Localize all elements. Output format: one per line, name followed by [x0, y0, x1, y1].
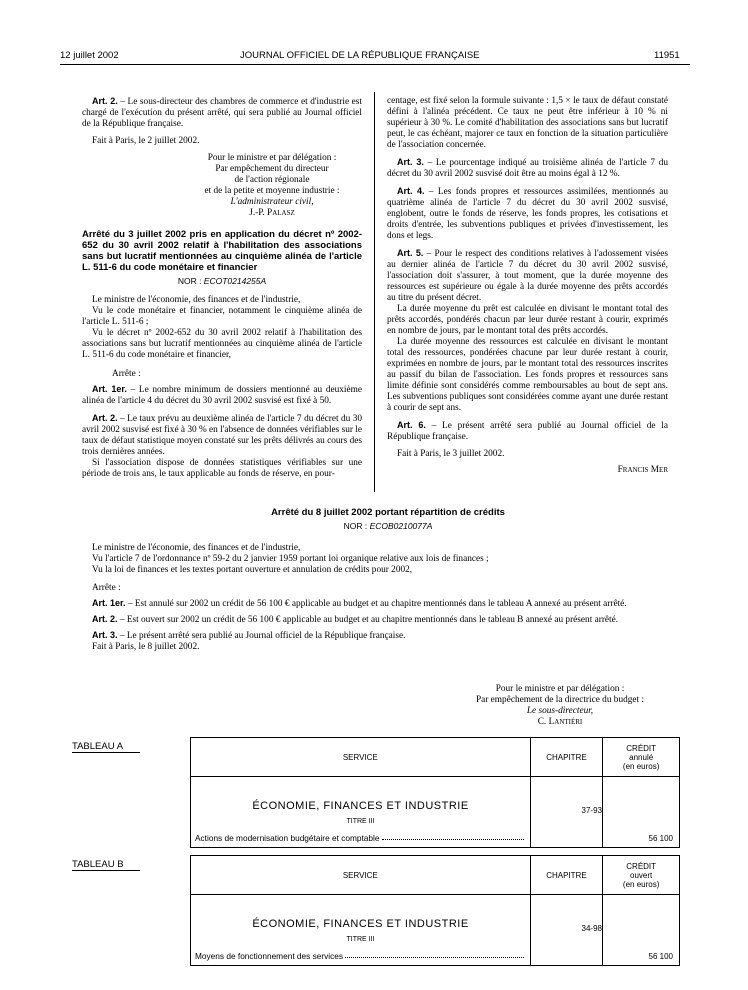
article-6-paragraph — [387, 420, 668, 443]
article-text: – Le présent arrêté sera publié au Journal officiel de la République française. — [387, 421, 668, 442]
signature-name: J.-P. Palasz — [249, 208, 295, 218]
service-cell — [191, 895, 531, 965]
column-header-chapitre: CHAPITRE — [531, 738, 604, 776]
fait-a-paris: Fait à Paris, le 3 juillet 2002. — [397, 449, 505, 459]
article-text: – Le pourcentage indiqué au troisième alinéa de l'article 7 du décret du 30 avril 2002 susvisé doit être au moins égal à 12 %. — [387, 158, 668, 179]
credit-header-line: (en euros) — [622, 879, 660, 889]
signature-block — [182, 153, 362, 219]
article-number: Art. 3. — [397, 157, 424, 167]
paragraph: La durée moyenne du prêt est calculée en divisant le montant total des prêts accordés, pondérés chacun par leur durée restant à courir, exprimés en nombre de jours, par le montant total des prêts accordés. — [387, 304, 668, 336]
titre-label: TITRE III — [346, 818, 375, 825]
header-rule — [60, 64, 690, 65]
nor-code: ECOT0214255A — [203, 276, 267, 286]
decree-title: Arrêté du 3 juillet 2002 pris en application du décret nº 2002-652 du 30 avril 2002 relatif à l'habilitation des associations sans but lucratif mentionnées au cinquième alinéa de l'article L. 511-6 du code monétaire et financier — [82, 229, 362, 273]
credit-header-line: (en euros) — [622, 761, 660, 771]
credit-header-line: annulé — [629, 752, 654, 762]
column-header-credit — [603, 856, 679, 894]
signature-name: C. Lantiéri — [537, 717, 583, 727]
article-text: – Pour le respect des conditions relatives à l'adossement visées au dernier alinéa de l'article 7 du décret du 30 avril 2002 susvisé, l'association doit s'assurer, à tout moment, que la durée moyenne des ressources est supérieure ou égale à la durée moyenne des prêts accordés au titre du présent décret. — [387, 249, 668, 303]
decree2-body — [82, 543, 694, 653]
signature-line: Le sous-directeur, — [526, 706, 594, 716]
paragraph: Le ministre de l'économie, des finances et de l'industrie, — [92, 295, 301, 305]
dot-leader — [345, 951, 524, 958]
header-page-number: 11951 — [654, 50, 680, 61]
article-number: Art. 2. — [92, 614, 118, 624]
signature-line: Pour le ministre et par délégation : — [495, 684, 625, 694]
signature-line: de l'action régionale — [234, 175, 310, 185]
article-text: – Le nombre minimum de dossiers mentionné au deuxième alinéa de l'article 4 du décret du 30 avril 2002 susvisé est fixé à 50. — [82, 385, 362, 406]
article-4-paragraph — [387, 186, 668, 242]
service-cell — [191, 777, 531, 847]
article-2-paragraph — [82, 96, 362, 130]
credit-header-line: CRÉDIT — [626, 861, 657, 871]
article-3-paragraph — [387, 157, 668, 180]
article-text: – Le présent arrêté sera publié au Journal officiel de la République française. — [117, 631, 406, 641]
chapitre-cell: 34-98 — [531, 895, 603, 965]
tableau-a — [190, 737, 680, 848]
service-line — [195, 951, 526, 961]
titre-label: TITRE III — [346, 936, 375, 943]
signature-line: Pour le ministre et par délégation : — [207, 153, 337, 163]
article-number: Art. 6. — [397, 420, 426, 430]
decree2-nor — [82, 521, 694, 531]
table-row — [191, 777, 679, 847]
article-5-paragraph — [387, 248, 668, 304]
table-row — [191, 895, 679, 965]
service-line — [195, 833, 526, 843]
article-2-paragraph — [82, 614, 694, 626]
arrete-label: Arrête : — [112, 369, 141, 379]
paragraph: Si l'association dispose de données statistiques vérifiables sur une période de trois ans, le taux applicable au fonds de réserve, en pour- — [82, 458, 362, 479]
article-text: – Est annulé sur 2002 un crédit de 56 100 € applicable au budget et au chapitre mentionnés dans le tableau A annexé au présent arrêté. — [125, 599, 627, 609]
dot-leader — [382, 833, 525, 840]
paragraph: Vu le décret nº 2002-652 du 30 avril 2002 relatif à l'habilitation des associations sans but lucratif mentionnées au cinquième alinéa de l'article L. 511-6 du code monétaire et financier, — [82, 328, 362, 360]
article-number: Art. 3. — [92, 630, 118, 640]
article-text: – Est ouvert sur 2002 un crédit de 56 100 € applicable au budget et au chapitre mentionnés dans le tableau B annexé au présent arrêté. — [117, 615, 619, 625]
paragraph: Vu l'article 7 de l'ordonnance nº 59-2 du 2 janvier 1959 portant loi organique relative aux lois de finances ; — [92, 554, 489, 564]
paragraph: Vu la loi de finances et les textes portant ouverture et annulation de crédits pour 2002, — [92, 565, 413, 575]
column-header-service: SERVICE — [191, 856, 531, 894]
header-journal-title: JOURNAL OFFICIEL DE LA RÉPUBLIQUE FRANÇAISE — [240, 50, 480, 61]
article-number: Art. 2. — [92, 413, 118, 423]
paragraph: Vu le code monétaire et financier, notamment le cinquième alinéa de l'article L. 511-6 ; — [82, 306, 362, 327]
nor-label: NOR : — [343, 521, 370, 531]
article-1-paragraph — [82, 384, 362, 407]
paragraph: La durée moyenne des ressources est calculée en divisant le montant total des ressources, pondérées chacune par leur durée restant à courir, exprimées en nombre de jours, par le montant total des ressources inscrites au passif du bilan de l'association. Les fonds propres et ressources sans limite définie sont considérés comme remboursables au bout de sept ans. Les subventions publiques sont considérées comme ayant une durée restant à courir de sept ans. — [387, 337, 668, 413]
table-header-row — [191, 738, 679, 777]
amount-cell: 56 100 — [648, 834, 673, 843]
article-2b-paragraph — [82, 413, 362, 458]
credit-header-line: CRÉDIT — [626, 743, 657, 753]
ministry-title: ÉCONOMIE, FINANCES ET INDUSTRIE — [252, 800, 469, 812]
column-divider — [374, 92, 375, 492]
fait-a-paris: Fait à Paris, le 8 juillet 2002. — [92, 642, 200, 652]
chapitre-cell: 37-93 — [531, 777, 603, 847]
ministry-title: ÉCONOMIE, FINANCES ET INDUSTRIE — [252, 918, 469, 930]
left-column — [82, 96, 362, 480]
article-number: Art. 5. — [397, 248, 424, 258]
signature-line: Par empêchement du directeur — [215, 164, 329, 174]
nor-label: NOR : — [177, 276, 204, 286]
decree2-title: Arrêté du 8 juillet 2002 portant répartition de crédits — [271, 507, 505, 518]
signature-line: L'administrateur civil, — [230, 197, 314, 207]
fait-a-paris: Fait à Paris, le 2 juillet 2002. — [92, 136, 200, 146]
signature-name: Francis Mer — [617, 465, 668, 475]
nor-code: ECOB0210077A — [369, 521, 433, 531]
tableau-b-label: TABLEAU B — [72, 859, 140, 871]
signature-line: et de la petite et moyenne industrie : — [204, 186, 340, 196]
article-number: Art. 2. — [92, 96, 118, 106]
column-header-credit — [603, 738, 679, 776]
article-1-paragraph — [82, 598, 694, 610]
paragraph: centage, est fixé selon la formule suivante : 1,5 × le taux de défaut constaté défini à l'alinéa précédent. Ce taux ne peut être inférieur à 10 % ni supérieur à 30 %. Le comité d'habilitation des associations sans but lucratif peut, le cas échéant, majorer ce taux en fonction de la situation particulière de l'association concernée. — [387, 96, 668, 150]
right-column — [387, 96, 668, 476]
service-label: Actions de modernisation budgétaire et comptable — [195, 833, 380, 843]
column-header-service: SERVICE — [191, 738, 531, 776]
article-3-paragraph — [82, 630, 694, 642]
credit-header-line: ouvert — [630, 870, 653, 880]
amount-cell: 56 100 — [648, 952, 673, 961]
header-date: 12 juillet 2002 — [60, 50, 119, 61]
nor-reference — [82, 276, 362, 287]
column-header-chapitre: CHAPITRE — [531, 856, 604, 894]
article-text: – Le sous-directeur des chambres de commerce et d'industrie est chargé de l'exécution du présent arrêté, qui sera publié au Journal officiel de la République française. — [82, 97, 362, 129]
table-header-row — [191, 856, 679, 895]
tableau-a-label: TABLEAU A — [72, 741, 140, 753]
signature-line: Par empêchement de la directrice du budget : — [475, 695, 645, 705]
article-number: Art. 1er. — [92, 598, 126, 608]
decree2-signature-block — [440, 684, 680, 728]
article-text: – Les fonds propres et ressources assimilées, mentionnés au quatrième alinéa de l'article 7 du décret du 30 avril 2002 susvisé, englobent, outre le fonds de réserve, les fonds propres, les cotisations et droits d'entrée, les subventions publiques et privées d'investissement, les dons et legs. — [387, 187, 668, 241]
service-label: Moyens de fonctionnement des services — [195, 951, 344, 961]
article-text: – Le taux prévu au deuxième alinéa de l'article 7 du décret du 30 avril 2002 susvisé est fixé à 30 % en l'absence de données vérifiables sur le taux de défaut statistique moyen constaté sur les prêts délivrés au cours des trois dernières années. — [82, 414, 362, 457]
arrete-label: Arrête : — [92, 583, 121, 593]
article-number: Art. 4. — [397, 186, 425, 196]
paragraph: Le ministre de l'économie, des finances et de l'industrie, — [92, 543, 301, 553]
article-number: Art. 1er. — [92, 384, 127, 394]
tableau-b — [190, 855, 680, 966]
